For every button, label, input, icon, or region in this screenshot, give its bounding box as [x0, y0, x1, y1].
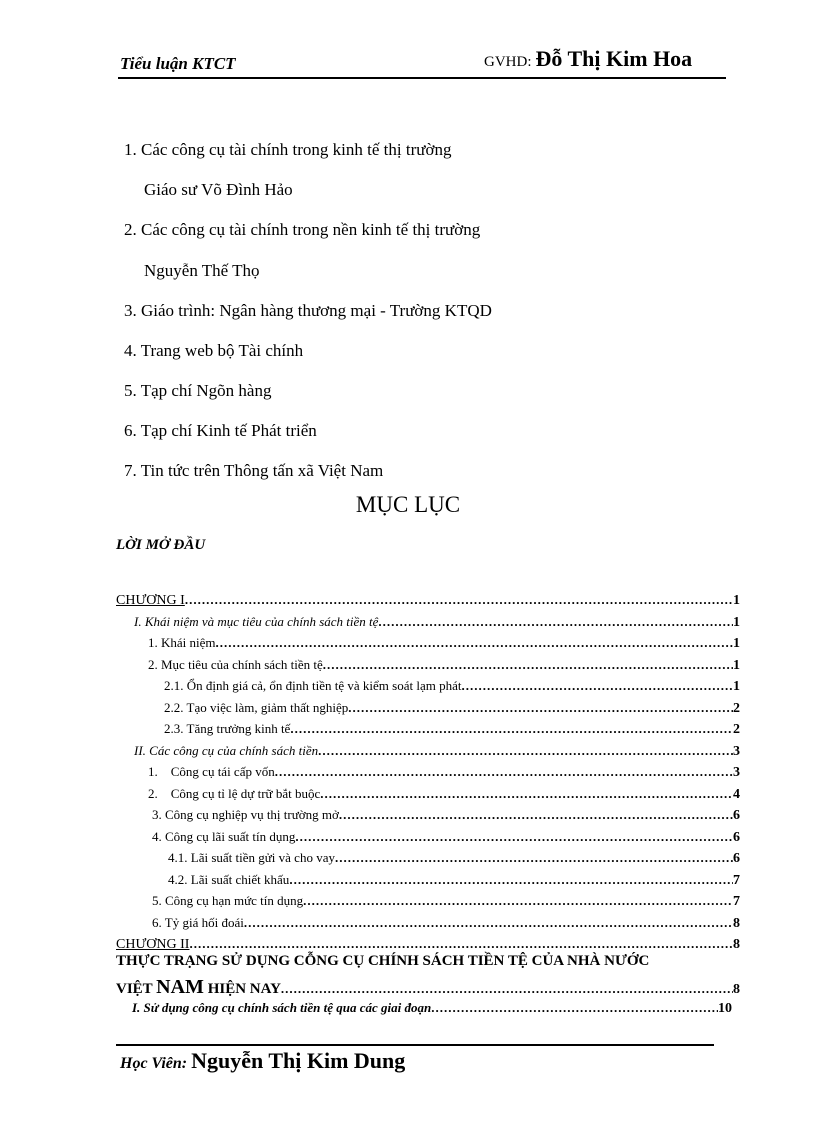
toc-entry-page: 6 [733, 851, 740, 866]
toc-entry-text: 4. Công cụ lãi suất tín dụng [152, 829, 296, 844]
toc-entry-text: CHƯƠNG II [116, 937, 190, 952]
toc-entry-chapter-1[interactable] [116, 592, 740, 612]
toc-entry-page: 1 [733, 636, 740, 651]
toc-title: MỤC LỤC [355, 492, 461, 517]
header-course-title: Tiểu luận KTCT [120, 54, 236, 73]
toc-entry[interactable] [152, 893, 740, 913]
toc-entry[interactable] [164, 700, 740, 720]
toc-entry-text: CHƯƠNG I [116, 593, 185, 608]
toc-entry-text: 6. Tỷ giá hối đoái [152, 915, 244, 930]
chapter-2-title-part: NAM [156, 976, 204, 998]
toc-entry-text: 1. Khái niệm [148, 635, 216, 650]
header-supervisor [484, 46, 692, 72]
toc-entry-page: 1 [733, 658, 740, 673]
toc-entry-page: 1 [733, 593, 740, 608]
chapter-2-title-line-1: THỰC TRẠNG SỬ DỤNG CỖNG CỤ CHÍNH SÁCH TIỀN TỆ CỦA NHÀ NƯỚC [116, 953, 650, 969]
reference-item: 4. Trang web bộ Tài chính [124, 341, 304, 360]
toc-entry[interactable] [152, 829, 740, 849]
header-rule [118, 77, 726, 79]
toc-entry-text: 1. Công cụ tái cấp vốn [148, 764, 275, 779]
toc-entry-page: 10 [718, 1001, 732, 1016]
toc-entry-page: 8 [733, 937, 740, 952]
toc-entry[interactable] [164, 678, 740, 698]
toc-entry-page: 4 [733, 787, 740, 802]
reference-item: 7. Tin tức trên Thông tấn xã Việt Nam [124, 461, 384, 480]
toc-entry[interactable] [132, 1000, 732, 1020]
toc-entry-text: 4.1. Lãi suất tiền gửi và cho vay [168, 850, 335, 865]
toc-entry-page: 1 [733, 679, 740, 694]
toc-entry-text: II. Các công cụ của chính sách tiền [134, 743, 319, 758]
toc-entry-text: I. Khái niệm và mục tiêu của chính sách tiền tệ [134, 614, 379, 629]
toc-entry[interactable] [152, 807, 740, 827]
toc-entry[interactable] [168, 850, 740, 870]
toc-entry-page: 7 [733, 873, 740, 888]
toc-entry-page: 2 [733, 701, 740, 716]
footer-rule [116, 1044, 714, 1046]
toc-entry[interactable] [148, 786, 740, 806]
toc-entry-page: 6 [733, 808, 740, 823]
toc-entry-text: 3. Công cụ nghiệp vụ thị trường mở [152, 807, 339, 822]
toc-entry[interactable] [168, 872, 740, 892]
toc-entry[interactable] [148, 635, 740, 655]
toc-entry[interactable] [134, 614, 740, 634]
toc-entry-page: 3 [733, 765, 740, 780]
toc-entry-page: 8 [733, 982, 740, 997]
reference-item: 2. Các công cụ tài chính trong nền kinh tế thị trường [124, 220, 481, 239]
toc-entry-page: 3 [733, 744, 740, 759]
student-name: Nguyễn Thị Kim Dung [191, 1048, 406, 1073]
footer-student [120, 1048, 405, 1074]
toc-entry-text: I. Sử dụng công cụ chính sách tiền tệ qua các giai đoạn [132, 1000, 432, 1015]
supervisor-label: GVHD: [484, 54, 532, 70]
toc-entry-text: 2.3. Tăng trưởng kinh tế [164, 721, 291, 736]
toc-entry-page: 1 [733, 615, 740, 630]
toc-entry-page: 8 [733, 916, 740, 931]
toc-entry-text [116, 976, 281, 999]
toc-entry-text: 5. Công cụ hạn mức tín dụng [152, 893, 304, 908]
supervisor-name: Đỗ Thị Kim Hoa [535, 46, 693, 71]
reference-item: 6. Tạp chí Kinh tế Phát triển [124, 421, 317, 440]
toc-entry-text: 2.1. Ổn định giá cả, ổn định tiền tệ và kiểm soát lạm phát [164, 678, 462, 693]
reference-item: 5. Tạp chí Ngõn hàng [124, 381, 272, 400]
toc-entry-page: 7 [733, 894, 740, 909]
reference-author: Giáo sư Võ Đình Hảo [144, 180, 293, 199]
chapter-2-title-part: HIỆN NAY [207, 981, 281, 997]
toc-entry-text: 4.2. Lãi suất chiết khấu [168, 872, 290, 887]
toc-entry-page: 2 [733, 722, 740, 737]
reference-item: 1. Các công cụ tài chính trong kinh tế thị trường [124, 140, 452, 159]
toc-entry[interactable] [164, 721, 740, 741]
toc-entry-text: 2. Mục tiêu của chính sách tiền tệ [148, 657, 323, 672]
student-label: Học Viên: [120, 1055, 188, 1072]
toc-entry[interactable] [134, 743, 740, 763]
toc-entry[interactable] [152, 915, 740, 935]
toc-entry[interactable] [148, 657, 740, 677]
toc-entry-text: 2. Công cụ tỉ lệ dự trữ bắt buộc [148, 786, 321, 801]
toc-entry-page: 6 [733, 830, 740, 845]
chapter-2-title-part: VIỆT [116, 981, 153, 997]
toc-entry-text: 2.2. Tạo việc làm, giảm thất nghiệp [164, 700, 349, 715]
toc-entry-chapter-2-title[interactable] [116, 976, 740, 1000]
toc-intro-heading: LỜI MỞ ĐẦU [116, 537, 206, 553]
reference-item: 3. Giáo trình: Ngân hàng thương mại - Trường KTQD [124, 301, 492, 320]
reference-author: Nguyễn Thế Thọ [144, 261, 260, 280]
toc-entry[interactable] [148, 764, 740, 784]
